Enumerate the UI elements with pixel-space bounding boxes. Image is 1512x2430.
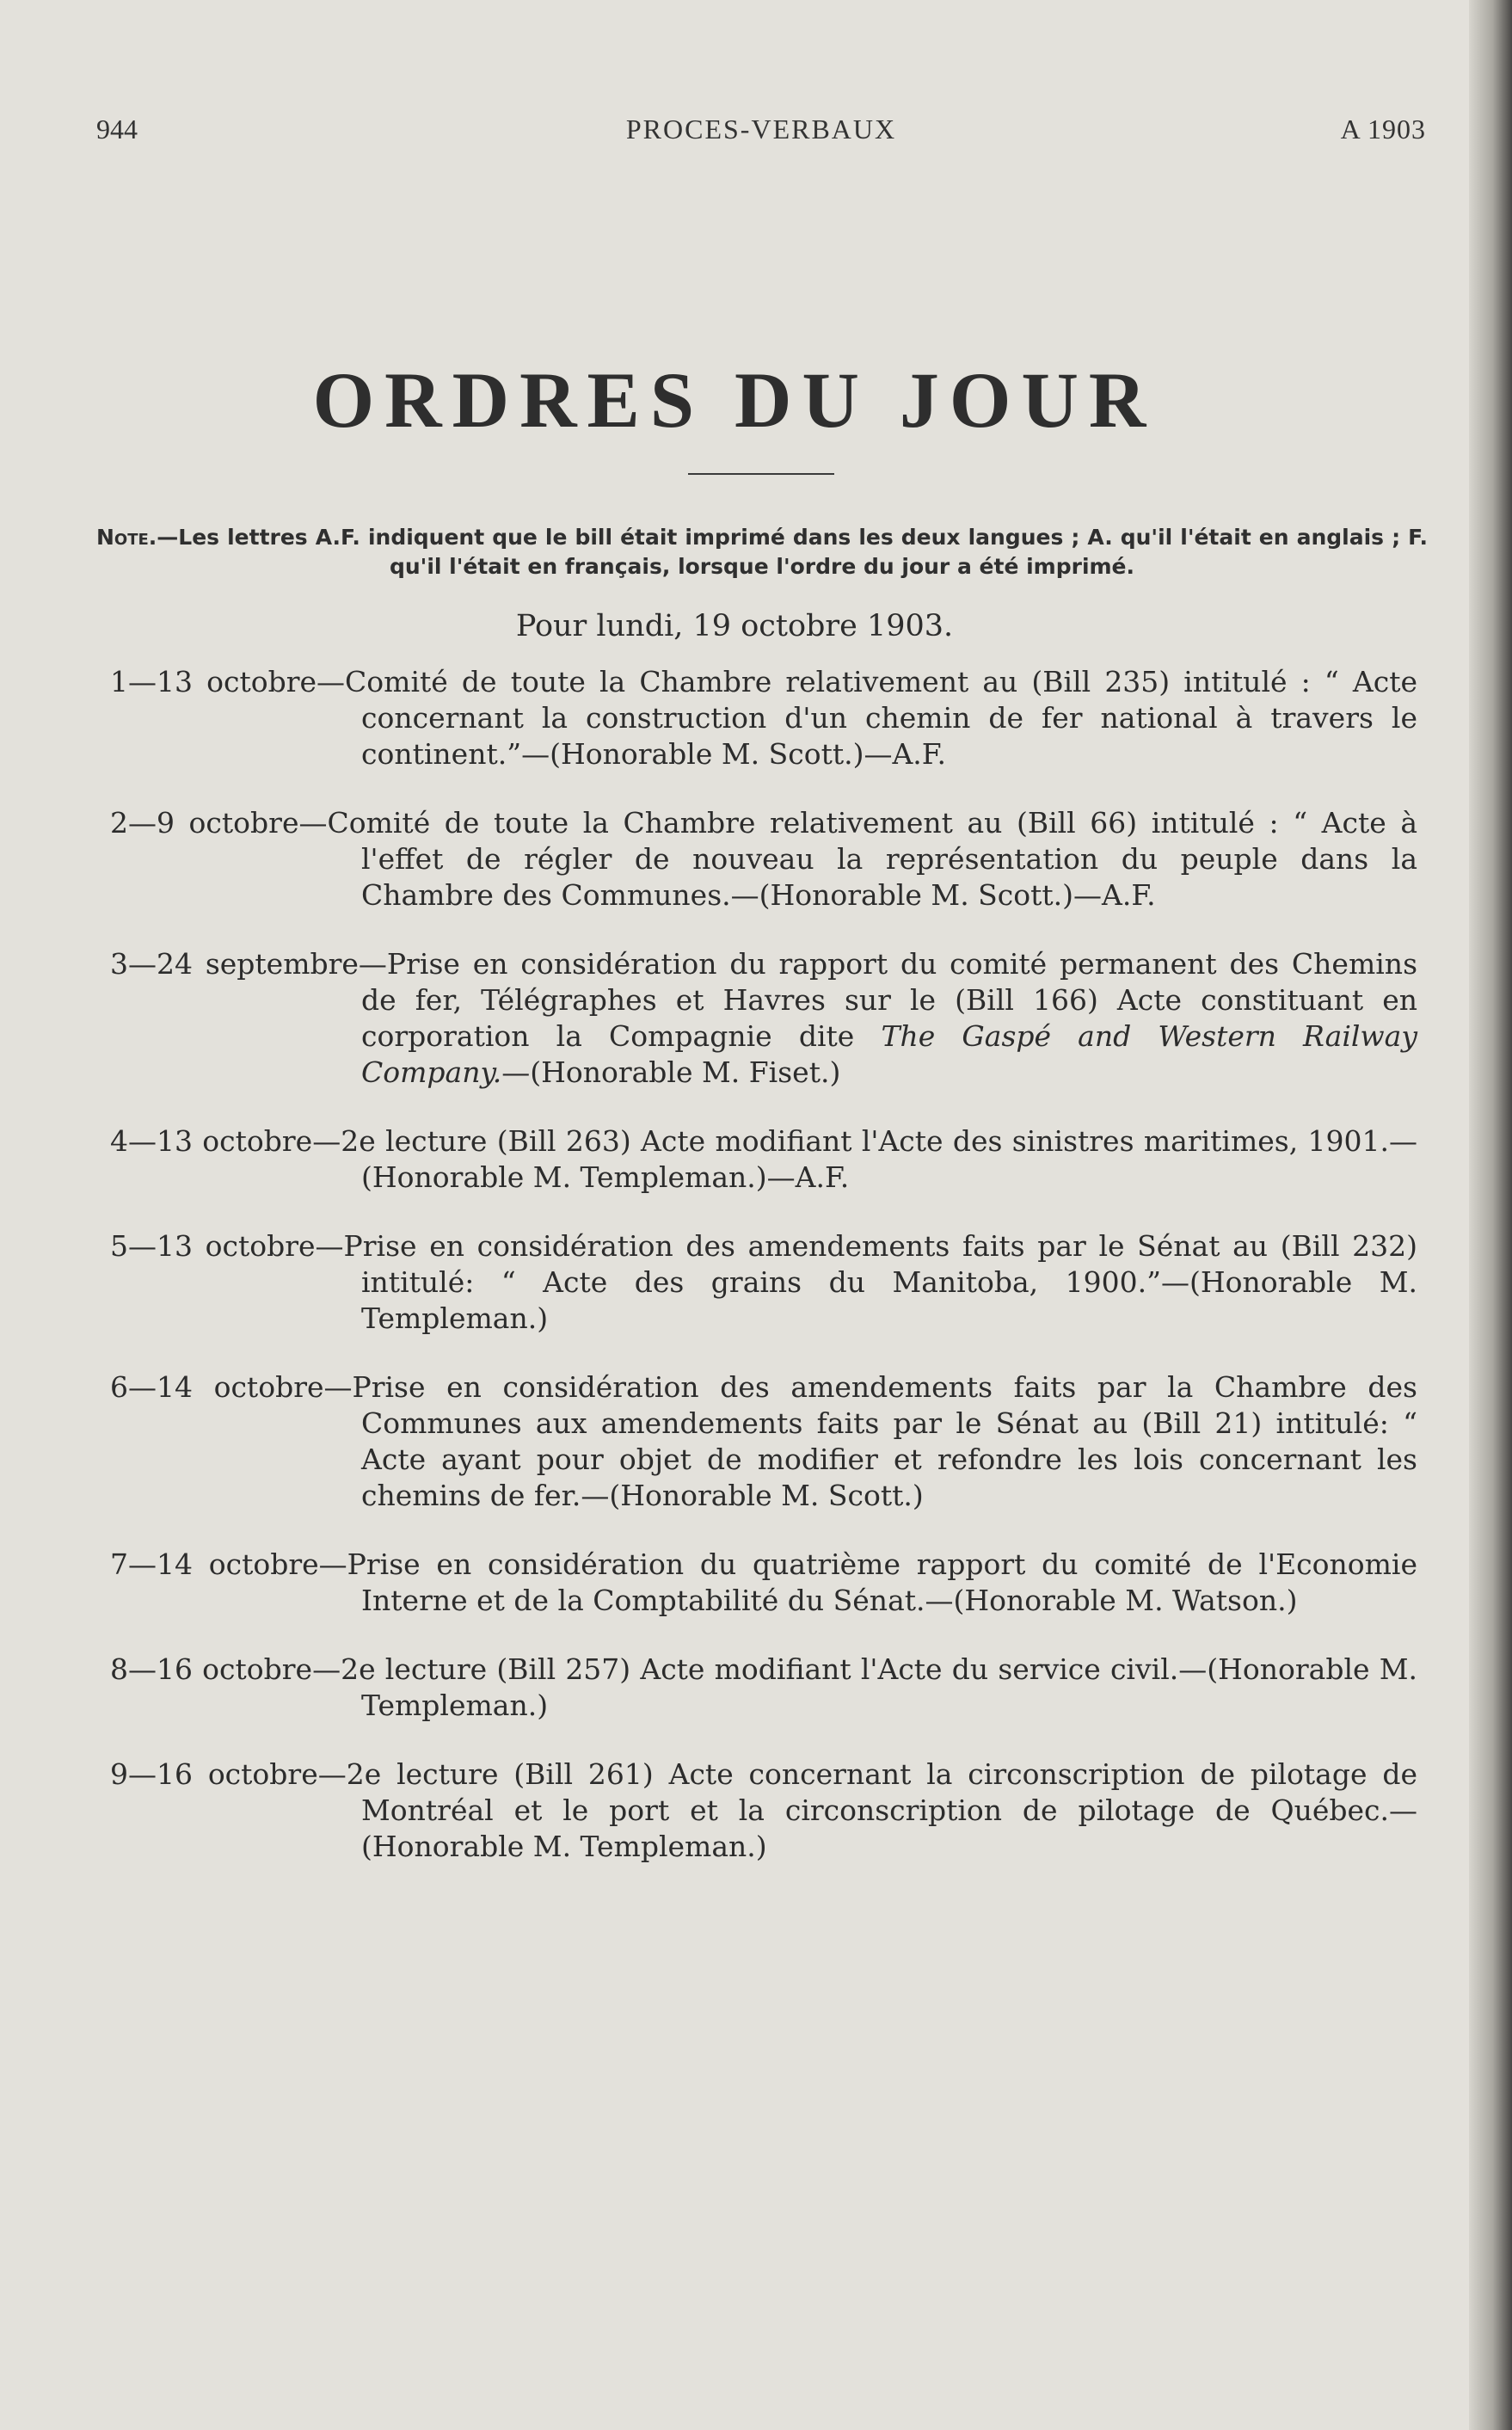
order-item [0, 946, 1469, 1091]
order-lead: 1—13 octobre— [110, 665, 346, 698]
page-number: 944 [96, 114, 138, 145]
order-text: Prise en considération des amendements faits par le Sénat au (Bill 232) intitulé: “ Acte des grains du Manitoba, 1900.”—(Honorable M. Templeman.) [343, 1229, 1417, 1335]
order-lead: 5—13 octobre— [110, 1229, 344, 1263]
main-title: ORDRES DU JOUR [312, 356, 1157, 444]
order-lead: 6—14 octobre— [110, 1370, 353, 1404]
order-text: Prise en considération du quatrième rapport du comité de l'Economie Interne et de la Comptabilité du Sénat.—(Honorable M. Watson.) [347, 1547, 1418, 1617]
order-text-tail: —(Honorable M. Fiset.) [501, 1055, 841, 1089]
order-item [0, 1369, 1469, 1514]
order-lead: 7—14 octobre— [110, 1547, 347, 1581]
order-text: 2e lecture (Bill 257) Acte modifiant l'Acte du service civil.—(Honorable M. Templeman.) [341, 1652, 1417, 1722]
note-text: —Les lettres A.F. indiquent que le bill était imprimé dans les deux langues ; A. qu'il l'était en anglais ; F. qu'il l'était en français, lorsque l'ordre du jour a été imprimé. [157, 525, 1428, 579]
order-lead: 2—9 octobre— [110, 806, 328, 840]
note-paragraph [96, 523, 1428, 581]
order-text: Comité de toute la Chambre relativement au (Bill 66) intitulé : “ Acte à l'effet de régler de nouveau la représentation du peuple dans la Chambre des Communes.—(Honorable M. Scott.)—A.F. [327, 806, 1417, 912]
order-item [0, 1547, 1469, 1619]
order-item [0, 1228, 1469, 1337]
header-year: A 1903 [1340, 114, 1426, 145]
order-italic-name: The Gaspé and Western Railway Company. [361, 1019, 1417, 1089]
running-title: PROCES-VERBAUX [625, 114, 897, 145]
order-item [0, 664, 1469, 772]
order-item [0, 1756, 1469, 1865]
note-label: Note. [96, 525, 157, 550]
date-heading: Pour lundi, 19 octobre 1903. [515, 609, 954, 643]
order-lead: 8—16 octobre— [110, 1652, 341, 1686]
order-text: Prise en considération des amendements faits par la Chambre des Communes aux amendements faits par le Sénat au (Bill 21) intitulé: “ Acte ayant pour objet de modifier et refondre les lois concernant les chemins de fer.—(Honorable M. Scott.) [352, 1370, 1417, 1512]
order-text: Comité de toute la Chambre relativement au (Bill 235) intitulé : “ Acte concernant la construction d'un chemin de fer national à travers le continent.”—(Honorable M. Scott.)—A.F. [345, 665, 1417, 771]
title-rule [688, 473, 834, 475]
order-item [0, 1123, 1469, 1196]
order-text: 2e lecture (Bill 261) Acte concernant la circonscription de pilotage de Montréal et le port et la circonscription de pilotage de Québec.—(Honorable M. Templeman.) [346, 1757, 1417, 1863]
orders-list [0, 664, 1469, 1898]
order-item [0, 805, 1469, 914]
page-header [96, 114, 1426, 151]
order-text: Prise en considération du rapport du comité permanent des Chemins de fer, Télégraphes et Havres sur le (Bill 166) Acte constituant en corporation la Compagnie dite [361, 947, 1417, 1053]
order-text: 2e lecture (Bill 263) Acte modifiant l'Acte des sinistres maritimes, 1901.—(Honorable M. Templeman.)—A.F. [341, 1124, 1417, 1194]
page-edge-shadow [1469, 0, 1512, 2430]
order-lead: 3—24 septembre— [110, 947, 387, 981]
order-item [0, 1652, 1469, 1724]
order-lead: 4—13 octobre— [110, 1124, 341, 1158]
order-lead: 9—16 octobre— [110, 1757, 347, 1791]
